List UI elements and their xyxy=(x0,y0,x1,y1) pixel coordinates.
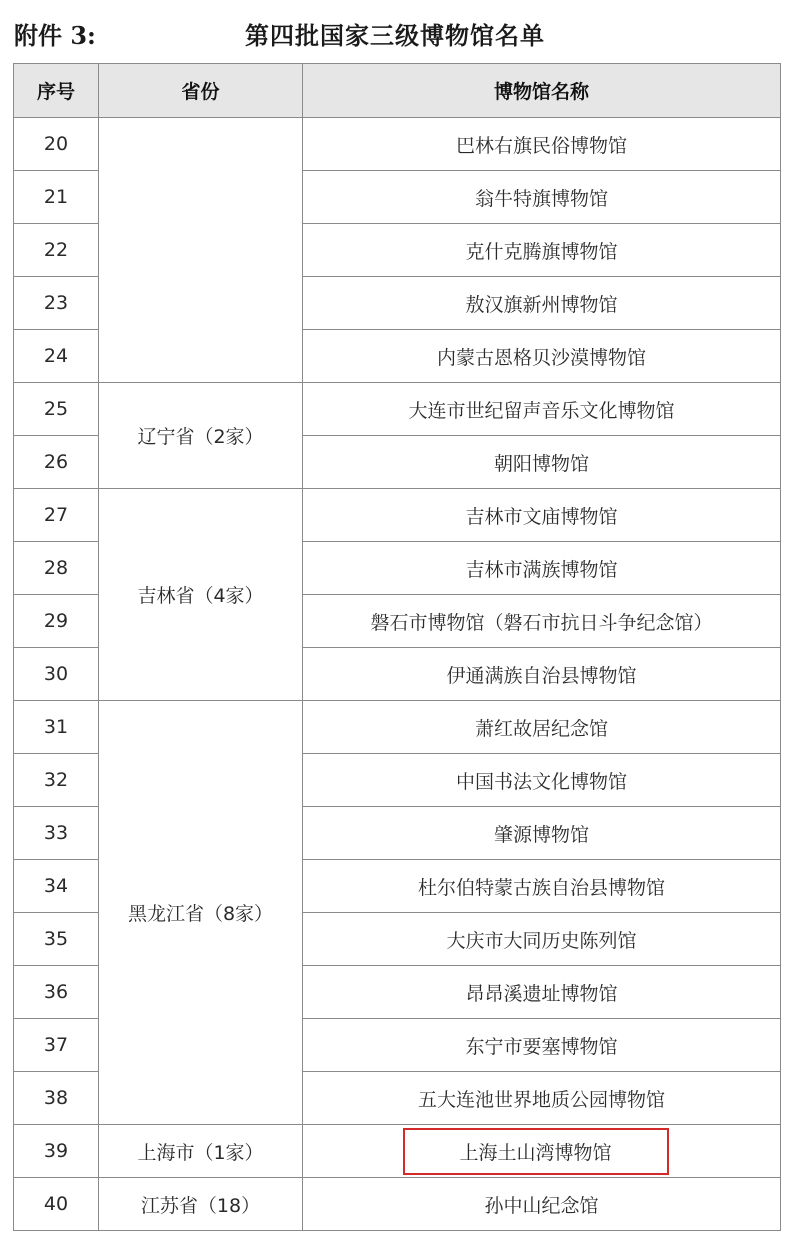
museum-name: 大连市世纪留声音乐文化博物馆 xyxy=(303,383,781,436)
province-cell: 上海市（1家） xyxy=(99,1125,303,1178)
museum-name: 孙中山纪念馆 xyxy=(303,1178,781,1231)
museum-name: 杜尔伯特蒙古族自治县博物馆 xyxy=(303,860,781,913)
table-row xyxy=(14,489,781,542)
row-number: 25 xyxy=(14,383,99,436)
museum-name: 翁牛特旗博物馆 xyxy=(303,171,781,224)
row-number: 21 xyxy=(14,171,99,224)
museum-name: 敖汉旗新州博物馆 xyxy=(303,277,781,330)
row-number: 27 xyxy=(14,489,99,542)
row-number: 39 xyxy=(14,1125,99,1178)
row-number: 35 xyxy=(14,913,99,966)
table-row xyxy=(14,383,781,436)
province-cell: 辽宁省（2家） xyxy=(99,383,303,489)
museum-name: 中国书法文化博物馆 xyxy=(303,754,781,807)
museum-name-cell xyxy=(303,1125,781,1178)
museum-name: 五大连池世界地质公园博物馆 xyxy=(303,1072,781,1125)
museum-name: 伊通满族自治县博物馆 xyxy=(303,648,781,701)
document-title: 第四批国家三级博物馆名单 xyxy=(245,21,545,50)
row-number: 38 xyxy=(14,1072,99,1125)
attachment-label: 附件 3: xyxy=(14,21,96,50)
museum-name: 肇源博物馆 xyxy=(303,807,781,860)
table-row xyxy=(14,118,781,171)
row-number: 26 xyxy=(14,436,99,489)
row-number: 36 xyxy=(14,966,99,1019)
museum-name: 大庆市大同历史陈列馆 xyxy=(303,913,781,966)
row-number: 23 xyxy=(14,277,99,330)
row-number: 31 xyxy=(14,701,99,754)
province-cell: 江苏省（18） xyxy=(99,1178,303,1231)
museum-name: 吉林市文庙博物馆 xyxy=(303,489,781,542)
column-header-province: 省份 xyxy=(99,64,303,118)
row-number: 28 xyxy=(14,542,99,595)
table-row xyxy=(14,1125,781,1178)
highlighted-museum-name: 上海土山湾博物馆 xyxy=(403,1128,669,1175)
museum-name: 昂昂溪遗址博物馆 xyxy=(303,966,781,1019)
museum-name: 朝阳博物馆 xyxy=(303,436,781,489)
province-cell: 黑龙江省（8家） xyxy=(99,701,303,1125)
row-number: 20 xyxy=(14,118,99,171)
museum-name: 吉林市满族博物馆 xyxy=(303,542,781,595)
row-number: 30 xyxy=(14,648,99,701)
museum-name: 东宁市要塞博物馆 xyxy=(303,1019,781,1072)
column-header-museum-name: 博物馆名称 xyxy=(303,64,781,118)
table-row xyxy=(14,1178,781,1231)
museum-name: 内蒙古恩格贝沙漠博物馆 xyxy=(303,330,781,383)
museum-name: 萧红故居纪念馆 xyxy=(303,701,781,754)
row-number: 34 xyxy=(14,860,99,913)
table-row xyxy=(14,701,781,754)
museum-name: 巴林右旗民俗博物馆 xyxy=(303,118,781,171)
row-number: 32 xyxy=(14,754,99,807)
row-number: 40 xyxy=(14,1178,99,1231)
table-header-row xyxy=(14,64,781,118)
row-number: 37 xyxy=(14,1019,99,1072)
row-number: 22 xyxy=(14,224,99,277)
museum-name: 磐石市博物馆（磐石市抗日斗争纪念馆） xyxy=(303,595,781,648)
column-header-number: 序号 xyxy=(14,64,99,118)
province-cell xyxy=(99,118,303,383)
row-number: 29 xyxy=(14,595,99,648)
province-cell: 吉林省（4家） xyxy=(99,489,303,701)
row-number: 33 xyxy=(14,807,99,860)
museum-list-table xyxy=(13,63,781,1231)
museum-name: 克什克腾旗博物馆 xyxy=(303,224,781,277)
row-number: 24 xyxy=(14,330,99,383)
